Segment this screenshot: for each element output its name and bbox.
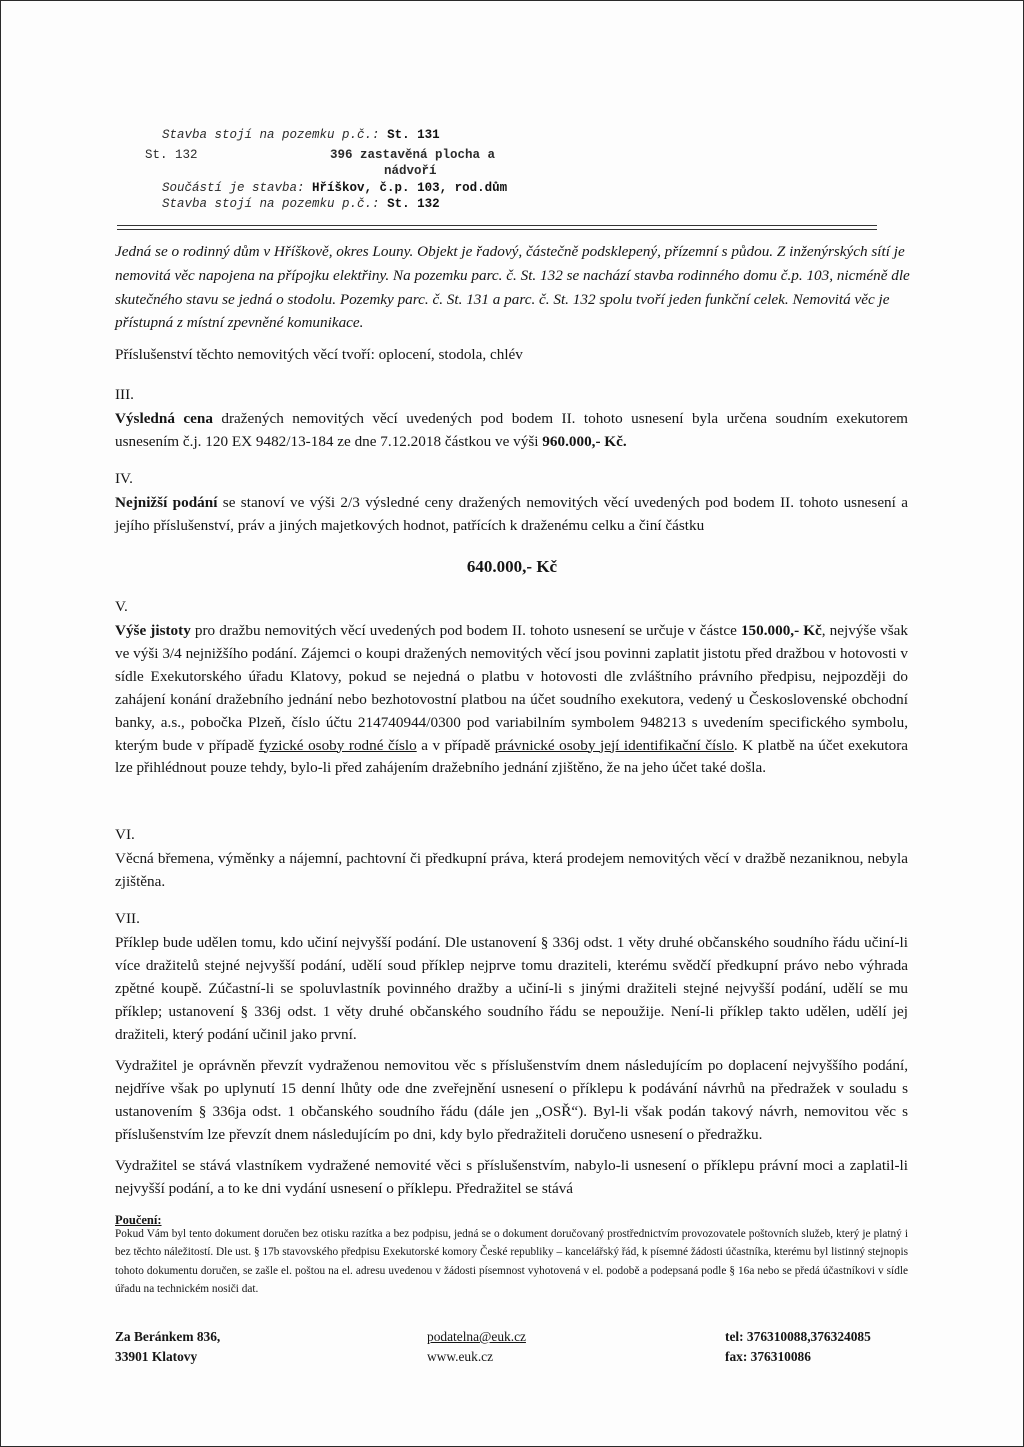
- intro-description: Jedná se o rodinný dům v Hříškově, okres Louny. Objekt je řadový, částečně podsklepený, přízemní s půdou. Z inženýrských sítí je nemovitá věc napojena na přípojku elektřiny. Na pozemku parc. č. St. 132 se nachází stavba rodinného domu č.p. 103, nicméně dle skutečného stavu se jedná o stodolu. Pozemky parc. č. St. 131 a parc. č. St. 132 spolu tvoří jeden funkční celek. Nemovitá věc je přístupná z místní zpevněné komunikace.: [115, 243, 910, 332]
- header-line-1-a: Stavba stojí na pozemku p.č.:: [162, 128, 380, 142]
- footer-address: [115, 1327, 220, 1367]
- header-line-1-b: St. 131: [387, 128, 440, 142]
- header-line-4-b: Hříškov, č.p. 103, rod.dům: [312, 181, 508, 195]
- header-line-2-b: 396 zastavěná plocha a: [330, 148, 496, 162]
- section-5-bold: Výše jistoty: [115, 622, 191, 639]
- header-rule-bottom: [117, 229, 877, 230]
- section-5-body-2: , nejvýše však ve výši 3/4 nejnižšího podání. Zájemci o koupi dražených nemovitých věcí jsou povinni zaplatit jistotu před dražbou v hotovosti v sídle Exekutorského úřadu Klatovy, pokud se nejedná o platbu v hotovosti dle zvláštního právního předpisu, nejpozději do zahájení konání dražebního jednání nebo bezhotovostní platbou na účet soudního exekutora, vedený u Československé obchodní banky, a.s., pobočka Plzeň, číslo účtu 214740944/0300 pod variabilním symbolem 948213 s uvedením specifického symbolu, kterým bude v případě: [115, 622, 909, 754]
- section-7-paragraph-1: Příklep bude udělen tomu, kdo učiní nejvyšší podání. Dle ustanovení § 336j odst. 1 věty druhé občanského soudního řádu učiní-li více dražitelů stejné nejvyšší podání, udělí soud příklep nejprve tomu draziteli, kterému svědčí předkupní právo nebo výhrada zpětné koupě. Zúčastní-li se spoluvlastník povinného dražby a učiní-li s jinými dražiteli stejné nejvyšší podání, udělí se mu příklep; ustanovení § 336j odst. 1 věty druhé občanského soudního řádu se nepoužije. Není-li příklep takto udělen, udělí jej dražiteli, který podání učinil jako první.: [115, 934, 908, 1043]
- section-5-number: V.: [115, 598, 128, 615]
- section-4-body: se stanoví ve výši 2/3 výsledné ceny dražených nemovitých věcí uvedených pod bodem II. tohoto usnesení a jejího příslušenství, práv a jiných majetkových hodnot, patřících k draženému celku a činí částku: [115, 494, 908, 534]
- footer-address-line-1: Za Beránkem 836,: [115, 1329, 221, 1344]
- header-line-5-b: St. 132: [387, 197, 440, 211]
- section-3-text: [115, 408, 908, 454]
- notice-text: Pokud Vám byl tento dokument doručen bez otisku razítka a bez podpisu, jedná se o dokument doručovaný prostřednictvím provozovatele poštovních služeb, který je platný i bez těchto náležitostí. Dle ust. § 17b stavovského předpisu Exekutorské komory České republiky – kancelářský řád, k písemné žádosti účastníka, kterému byl listinný stejnopis tohoto dokumentu doručen, se zašle el. poštou na el. adresu uvedenou v žádosti písemnost vyhotovená v el. podobě a podepsaná podle § 16a nebo se předá účastníkovi v sídle úřadu na technickém nosiči dat.: [115, 1228, 908, 1295]
- footer-tel: tel: 376310088,376324085: [725, 1329, 871, 1344]
- header-line-5-a: Stavba stojí na pozemku p.č.:: [162, 197, 380, 211]
- header-line-3: nádvoří: [384, 164, 437, 178]
- footer-phone: [725, 1327, 871, 1367]
- footer-web-link[interactable]: www.euk.cz: [427, 1349, 494, 1364]
- header-rule-top: [117, 225, 877, 226]
- section-3-number: III.: [115, 386, 134, 403]
- footer-email-link[interactable]: podatelna@euk.cz: [427, 1329, 526, 1344]
- footer-fax: fax: 376310086: [725, 1349, 811, 1364]
- accessories-text: Příslušenství těchto nemovitých věcí tvoří: oplocení, stodola, chlév: [115, 346, 523, 363]
- section-3-body: dražených nemovitých věcí uvedených pod bodem II. tohoto usnesení byla určena soudním exekutorem usnesením č.j. 120 EX 9482/13-184 ze dne 7.12.2018 částkou ve výši: [115, 410, 908, 450]
- header-line-1: [162, 127, 440, 143]
- section-5-underline-1: fyzické osoby rodné číslo: [258, 736, 417, 754]
- section-4-bold: Nejnižší podání: [115, 494, 218, 511]
- section-3-bold: Výsledná cena: [115, 410, 213, 427]
- footer-address-line-2: 33901 Klatovy: [115, 1349, 198, 1364]
- header-line-4-a: Součástí je stavba:: [162, 181, 305, 195]
- header-line-4: [162, 180, 507, 196]
- section-6-text: Věcná břemena, výměnky a nájemní, pachtovní či předkupní práva, která prodejem nemovitých věcí v dražbě nezaniknou, nebyla zjištěna.: [115, 850, 908, 890]
- section-4-text: [115, 492, 908, 538]
- section-7-paragraph-2: Vydražitel je oprávněn převzít vydraženou nemovitou věc s příslušenstvím dnem následujícím po doplacení nejvyššího podání, nejdříve však po uplynutí 15 denní lhůty ode dne zveřejnění usnesení o příklepu k podávání návrhů na předražek v souladu s ustanovením § 336ja odst. 1 občanského soudního řádu (dále jen „OSŘ“). Byl-li však podán takový návrh, nemovitou věc s příslušenstvím lze převzít dnem následujícím po dni, kdy bylo předražiteli doručeno usnesení o předražku.: [115, 1057, 908, 1143]
- section-5-underline-2: právnické osoby její identifikační číslo: [494, 736, 734, 754]
- section-5-text: [115, 620, 908, 780]
- section-5-body-3: a v případě: [416, 736, 495, 754]
- notice-title: Poučení:: [115, 1213, 162, 1227]
- header-line-5: [162, 196, 440, 212]
- section-5-amount: 150.000,- Kč: [740, 622, 822, 639]
- section-7-paragraph-3: Vydražitel se stává vlastníkem vydražené nemovité věci s příslušenstvím, nabylo-li usnesení o příklepu právní moci a zaplatil-li nejvyšší podání, a to ke dni vydání usnesení o příklepu. Předražitel se stává: [115, 1157, 908, 1197]
- section-5-body-4: . K platbě na účet exekutora lze přihlédnout pouze tehdy, bylo-li před zahájením dražebního jednání zjištěno, že na jeho účet také došla.: [115, 736, 908, 777]
- section-4-amount: 640.000,- Kč: [466, 557, 558, 576]
- header-line-2-a: St. 132: [145, 148, 198, 162]
- section-7-number: VII.: [115, 910, 140, 927]
- section-3-amount: 960.000,- Kč.: [542, 432, 627, 450]
- section-5-body-1: pro dražbu nemovitých věcí uvedených pod bodem II. tohoto usnesení se určuje v částce: [190, 622, 741, 639]
- footer-contact: [427, 1327, 526, 1367]
- section-6-number: VI.: [115, 826, 135, 843]
- section-4-number: IV.: [115, 470, 133, 487]
